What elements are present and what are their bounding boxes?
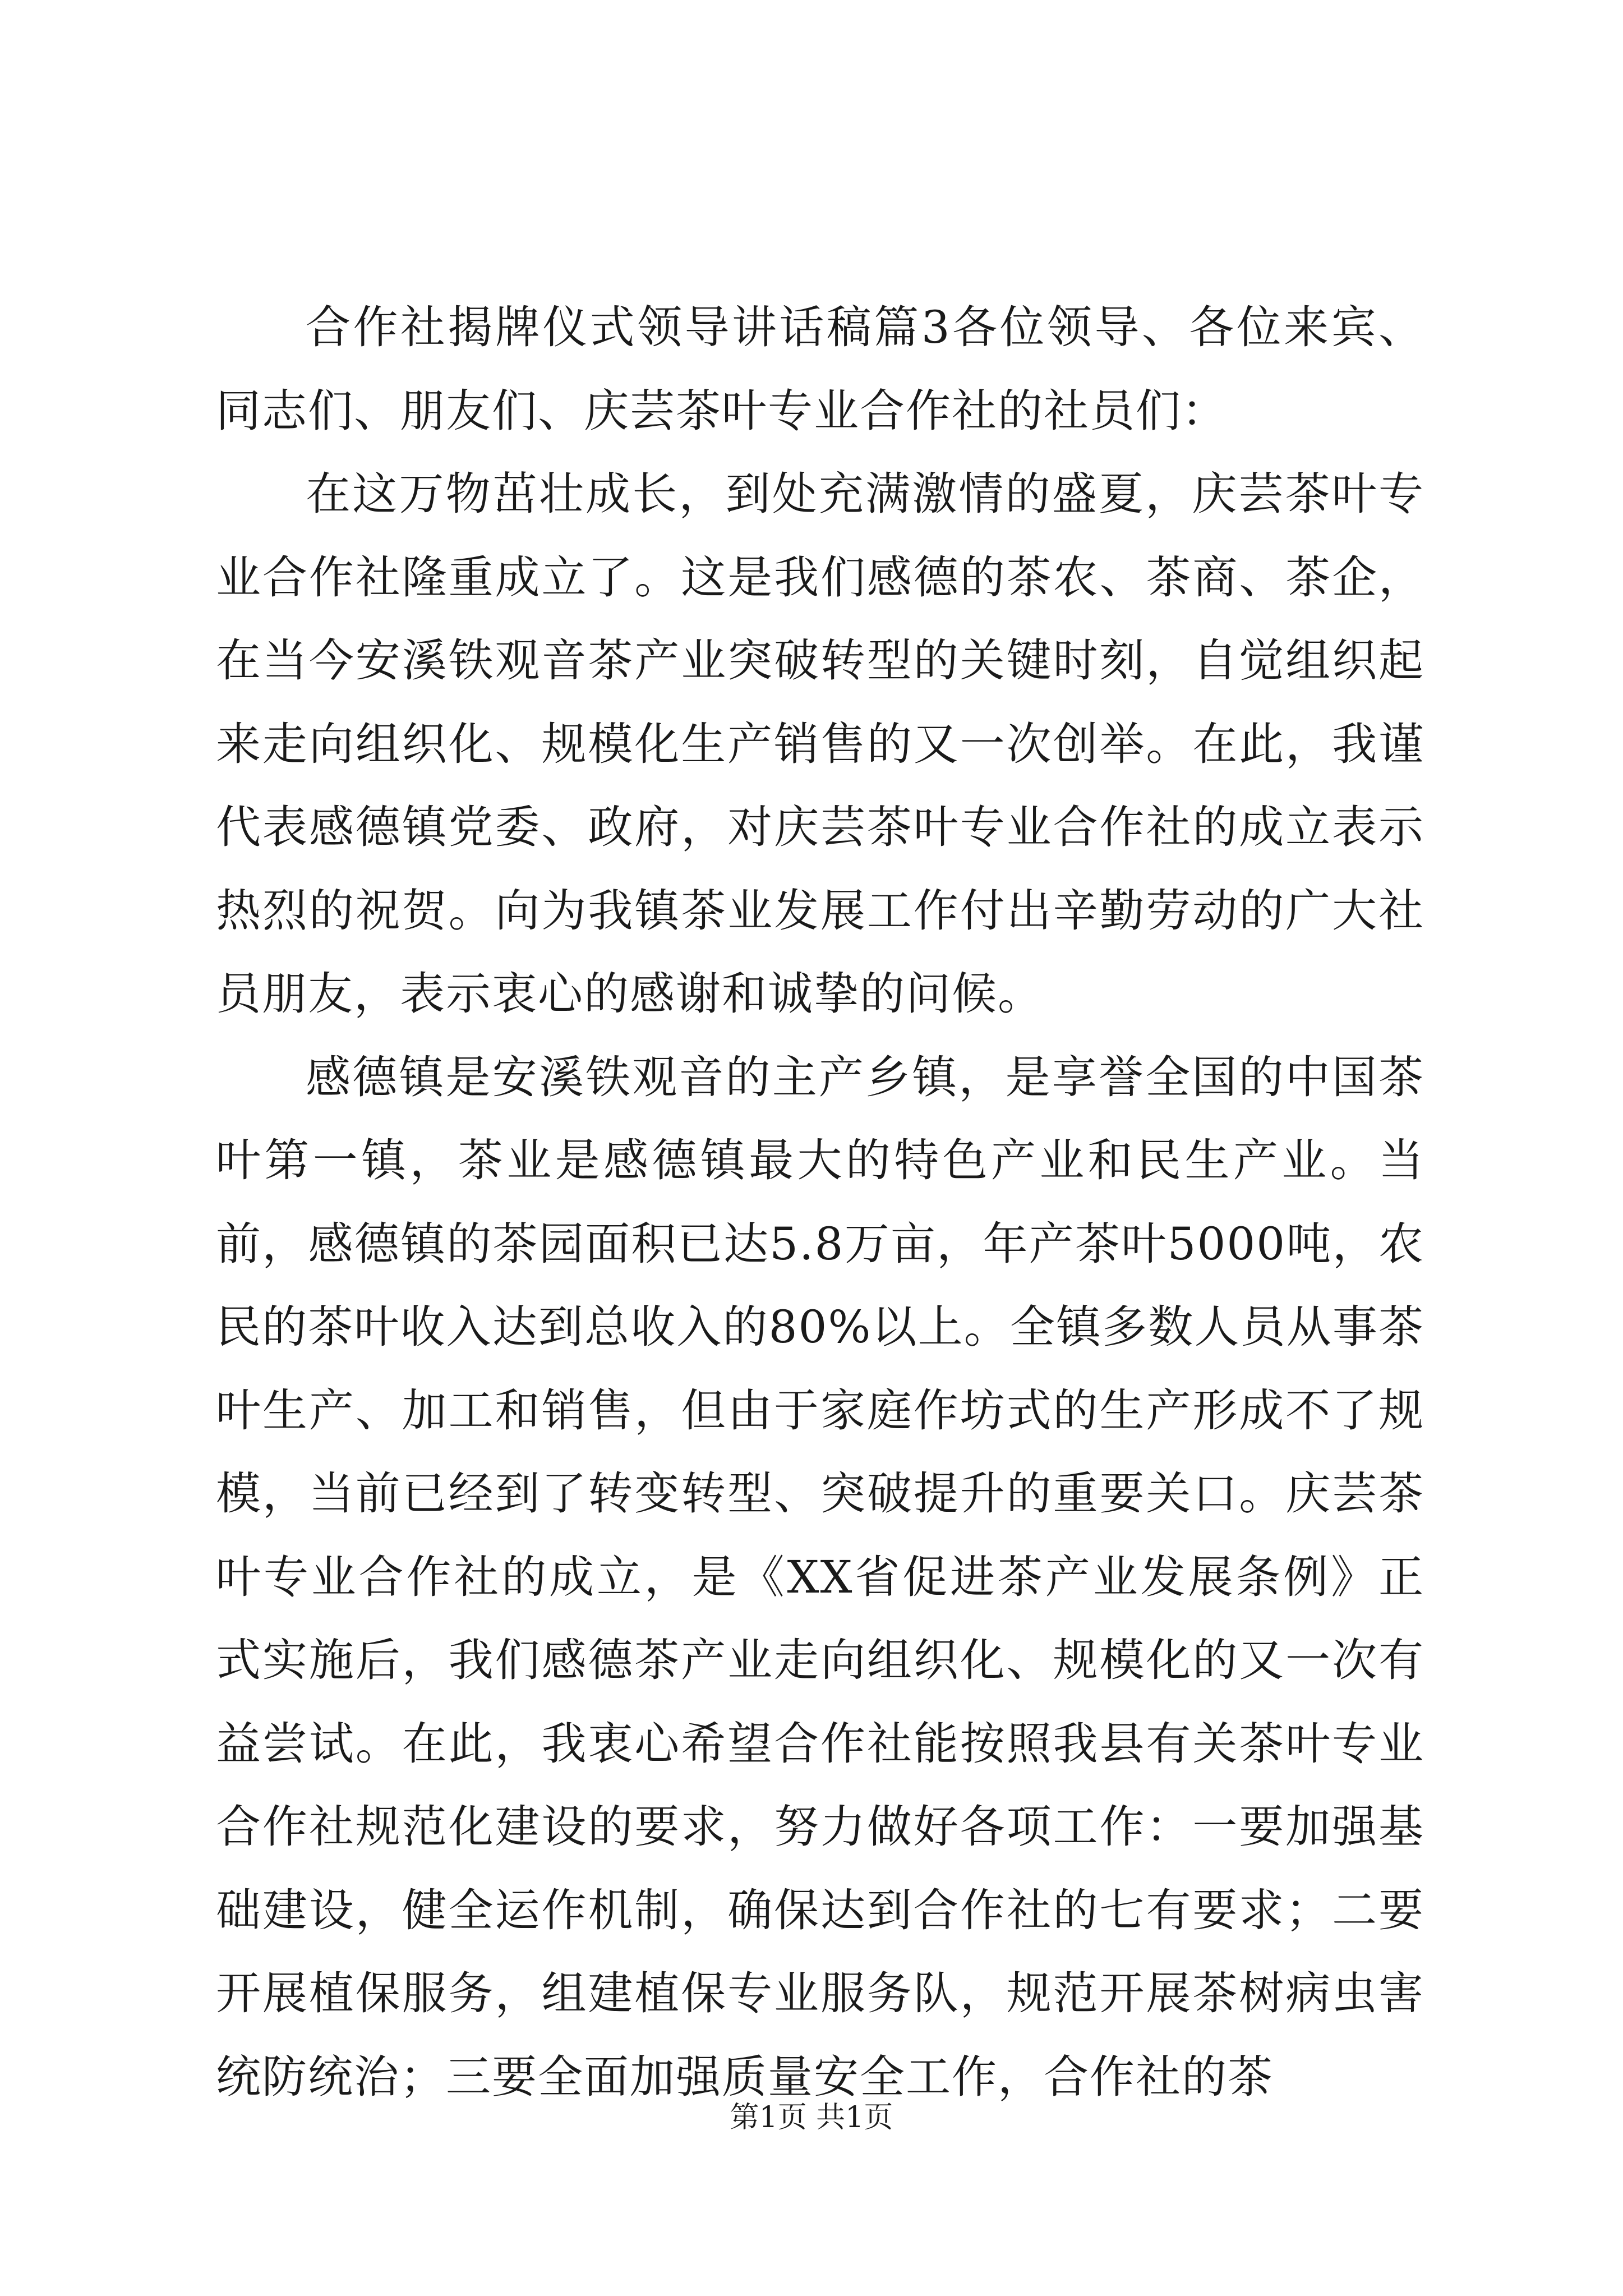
paragraph-opening: 合作社揭牌仪式领导讲话稿篇3各位领导、各位来宾、同志们、朋友们、庆芸茶叶专业合作社的社员们：	[216, 301, 1424, 437]
paragraph-town-overview: 感德镇是安溪铁观音的主产乡镇，是享誉全国的中国茶叶第一镇，茶业是感德镇最大的特色产业和民生产业。当前，感德镇的茶园面积已达5.8万亩，年产茶叶5000吨，农民的茶叶收入达到总收入的80%以上。全镇多数人员从事茶叶生产、加工和销售，但由于家庭作坊式的生产形成不了规模，当前已经到了转变转型、突破提升的重要关口。庆芸茶叶专业合作社的成立，是《XX省促进茶产业发展条例》正式实施后，我们感德茶产业走向组织化、规模化的又一次有益尝试。在此，我衷心希望合作社能按照我县有关茶叶专业合作社规范化建设的要求，努力做好各项工作：一要加强基础建设，健全运作机制，确保达到合作社的七有要求；二要开展植保服务，组建植保专业服务队，规范开展茶树病虫害统防统治；三要全面加强质量安全工作，合作社的茶	[216, 1051, 1424, 2103]
document-body	[216, 286, 1424, 2119]
page-number-footer: 第1页 共1页	[730, 2101, 893, 2134]
paragraph-celebration: 在这万物茁壮成长，到处充满激情的盛夏，庆芸茶叶专业合作社隆重成立了。这是我们感德的茶农、茶商、茶企，在当今安溪铁观音茶产业突破转型的关键时刻，自觉组织起来走向组织化、规模化生产销售的又一次创举。在此，我谨代表感德镇党委、政府，对庆芸茶叶专业合作社的成立表示热烈的祝贺。向为我镇茶业发展工作付出辛勤劳动的广大社员朋友，表示衷心的感谢和诚挚的问候。	[216, 468, 1424, 1020]
